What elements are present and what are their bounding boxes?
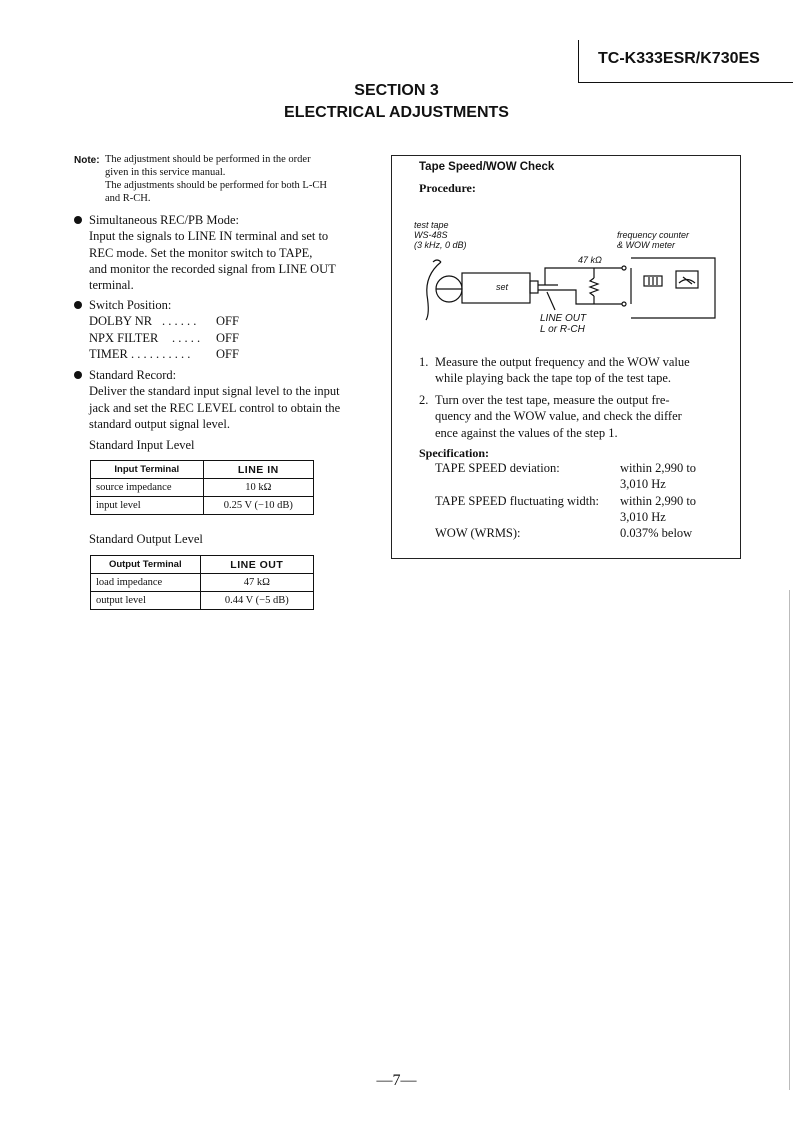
table-cell: 10 kΩ [203, 479, 313, 497]
table-cell: output level [91, 592, 201, 610]
wire-top [545, 268, 624, 285]
line-out-line: LINE OUT [540, 313, 587, 324]
counter-line: & WOW meter [617, 240, 675, 250]
step-number: 2. [419, 393, 429, 407]
step-number: 1. [419, 355, 429, 369]
switch-name: NPX FILTER [89, 330, 159, 345]
switch-dots: . . . . . . . . . . [131, 346, 191, 361]
spec-name: TAPE SPEED deviation: [435, 461, 560, 475]
input-table-caption: Standard Input Level [89, 438, 195, 452]
table-header-cell: LINE OUT [200, 556, 313, 574]
tape-hook [433, 260, 441, 262]
terminal-icon [622, 302, 626, 306]
procedure-label: Procedure: [419, 181, 476, 195]
spec-value: 3,010 Hz [620, 477, 666, 491]
table-header-cell: Output Terminal [91, 556, 201, 574]
note-line: given in this service manual. [105, 167, 226, 178]
switch-name: TIMER [89, 346, 128, 361]
note-line: The adjustment should be performed in the order [105, 154, 311, 165]
table-header-cell: LINE IN [203, 461, 313, 479]
standard-record-line: standard output signal level. [89, 416, 230, 431]
set-label: set [496, 282, 509, 292]
procedure-step [419, 392, 739, 441]
model-number: TC-K333ESR/K730ES [598, 50, 760, 67]
step-line: quency and the WOW value, and check the differ [435, 409, 682, 424]
step-line: ence against the values of the step 1. [435, 425, 618, 440]
spec-value: 0.037% below [620, 526, 693, 540]
specification-label: Specification: [419, 446, 489, 460]
step-line: Measure the output frequency and the WOW value [435, 355, 690, 369]
table-cell: 0.44 V (−5 dB) [200, 592, 313, 610]
test-tape-line: test tape [414, 220, 449, 230]
output-table-caption: Standard Output Level [89, 532, 203, 546]
table-cell: load impedance [91, 574, 201, 592]
jack-icon [530, 281, 538, 293]
switch-value: OFF [216, 314, 239, 329]
switch-value: OFF [216, 330, 239, 345]
table-cell: source impedance [91, 479, 204, 497]
wow-box-title: Tape Speed/WOW Check [419, 161, 555, 173]
switch-position-title: Switch Position: [89, 298, 172, 312]
page-number: —7— [376, 1072, 417, 1089]
terminal-icon [622, 266, 626, 270]
set-box [462, 273, 530, 303]
switch-value: OFF [216, 346, 239, 361]
test-tape-line: WS-48S [414, 230, 448, 240]
standard-record-title: Standard Record: [89, 368, 177, 382]
line-out-pointer [547, 292, 555, 310]
spec-name: TAPE SPEED fluctuating width: [435, 494, 599, 508]
mode-line: REC mode. Set the monitor switch to TAPE, [89, 245, 313, 260]
switch-dots: . . . . . . [162, 314, 197, 329]
counter-line: frequency counter [617, 230, 690, 240]
spec-value: 3,010 Hz [620, 510, 666, 524]
tape-path [426, 262, 441, 320]
note-line: The adjustments should be performed for both L-CH [105, 180, 327, 191]
section-number: SECTION 3 [354, 82, 439, 99]
page-edge-line [789, 590, 790, 1090]
step-line: while playing back the tape top of the test tape. [435, 371, 672, 386]
table-cell: input level [91, 497, 204, 515]
mode-line: Input the signals to LINE IN terminal and set to [89, 229, 329, 244]
resistor-icon [590, 278, 598, 296]
spec-value: within 2,990 to [620, 461, 697, 475]
table-cell: 0.25 V (−10 dB) [203, 497, 313, 515]
spec-name: WOW (WRMS): [435, 526, 521, 540]
step-line: Turn over the test tape, measure the output fre- [435, 393, 670, 407]
switch-dots: . . . . . [172, 330, 201, 345]
meter-box [631, 258, 715, 318]
spec-value: within 2,990 to [620, 494, 697, 508]
note-line: and R-CH. [105, 193, 151, 204]
test-tape-line: (3 kHz, 0 dB) [414, 240, 467, 250]
procedure-step [419, 354, 739, 387]
standard-record-line: Deliver the standard input signal level to the input [89, 384, 340, 399]
mode-title: Simultaneous REC/PB Mode: [89, 213, 240, 227]
section-heading: ELECTRICAL ADJUSTMENTS [284, 104, 509, 121]
table-header-cell: Input Terminal [91, 461, 204, 479]
switch-name: DOLBY NR [89, 314, 153, 329]
mode-line: terminal. [89, 278, 134, 293]
standard-record-line: jack and set the REC LEVEL control to obtain the [89, 400, 341, 415]
line-out-line: L or R-CH [540, 324, 585, 335]
resistor-label: 47 kΩ [578, 255, 602, 265]
mode-line: and monitor the recorded signal from LINE OUT [89, 261, 336, 276]
table-cell: 47 kΩ [200, 574, 313, 592]
note-label: Note: [74, 155, 100, 166]
